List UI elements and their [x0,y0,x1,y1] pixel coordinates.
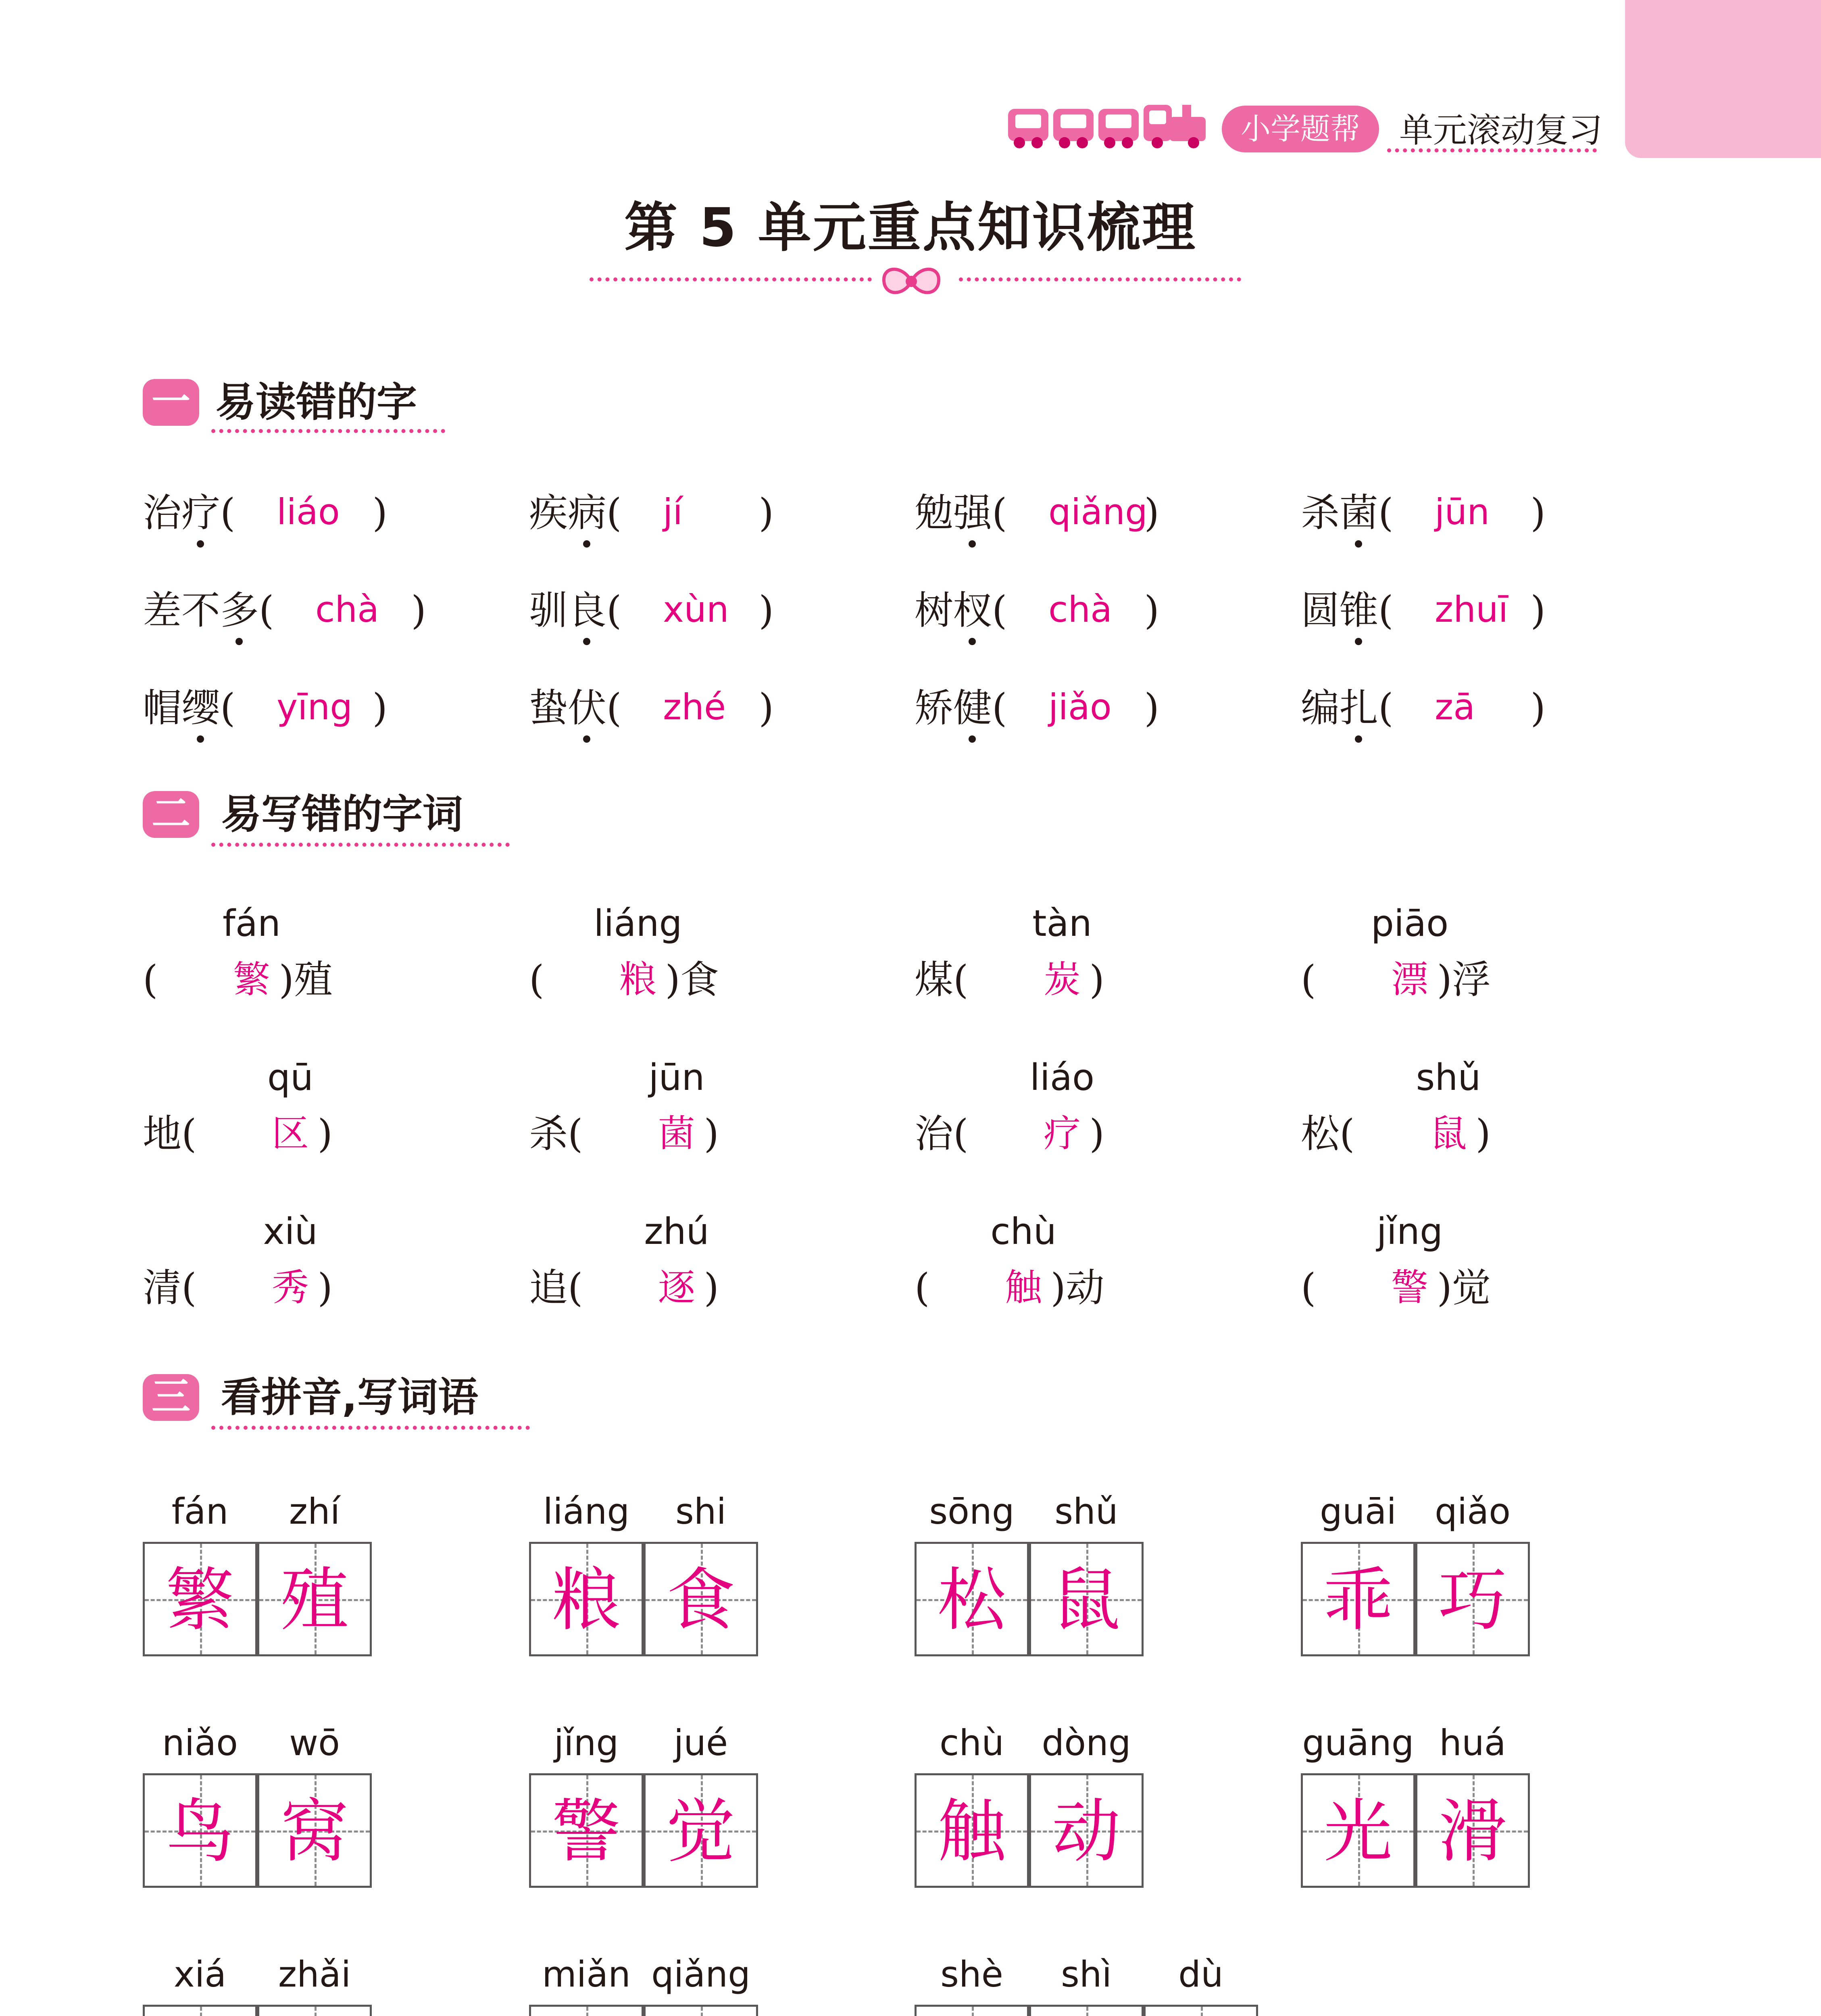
s1-pinyin-answer: yīng [277,686,353,728]
s2-answer: 触 [1004,1266,1042,1309]
s1-word: 帽缨 [143,685,220,731]
s1-pinyin-answer: qiǎng [1048,491,1148,533]
grid-character: 光 [1323,1792,1392,1872]
s2-pinyin: zhú [644,1210,709,1253]
section-2-badge: 二 [143,791,199,838]
grid-character: 警 [552,1792,621,1872]
s2-pinyin: fán [223,902,281,945]
s2-after-text: 食 [680,957,719,1002]
s2-answer: 疗 [1043,1112,1081,1155]
emphasis-dot [197,540,204,548]
grid-pinyin: sōng [929,1491,1015,1532]
grid-character: 觉 [666,1792,735,1872]
s2-row [529,1264,719,1312]
open-paren: ( [529,957,544,1002]
s2-before-text: 杀 [529,1111,568,1156]
s1-item [143,586,426,635]
grid-character [259,2007,370,2016]
grid-character: 窝 [280,1792,349,1872]
s2-row [915,956,1104,1004]
open-paren: ( [1378,588,1394,633]
s1-item [915,586,1159,635]
grid-pinyin: xiá [173,1954,227,1995]
section-2-underline [211,843,510,847]
close-paren: ) [758,588,774,633]
s2-answer: 区 [271,1112,309,1155]
open-paren: ( [915,1265,930,1310]
s2-after-text: 殖 [294,957,333,1002]
s2-row [143,1264,333,1312]
s2-pinyin: xiù [263,1210,318,1253]
grid-character: 乖 [1323,1560,1392,1640]
close-paren: ) [1475,1111,1491,1156]
s1-pinyin-answer: zhé [663,686,726,728]
grid-character: 触 [937,1792,1006,1872]
open-paren: ( [606,588,622,633]
close-paren: ) [372,685,388,731]
s2-pinyin: jūn [648,1056,705,1099]
grid-character: 鸟 [165,1792,234,1872]
s2-answer: 鼠 [1429,1112,1467,1155]
grid-character [145,2007,255,2016]
s1-item [143,684,388,732]
open-paren: ( [953,1111,969,1156]
emphasis-dot [1355,735,1362,743]
emphasis-dot [1355,540,1362,548]
grid-pinyin: shǔ [1054,1491,1118,1532]
s2-answer: 炭 [1043,958,1081,1001]
s2-row [143,1110,333,1158]
s2-before-text: 清 [143,1265,181,1310]
s2-before-text: 追 [529,1265,568,1310]
train-icon [1008,93,1210,153]
open-paren: ( [992,490,1007,535]
s1-word: 圆锥 [1301,588,1378,633]
s1-item [915,684,1159,732]
emphasis-dot [583,638,590,645]
s1-item [915,489,1159,537]
emphasis-dot [235,638,243,645]
grid-cell [257,1773,372,1888]
s1-pinyin-answer: liáo [277,491,340,533]
s1-pinyin-answer: zhuī [1435,589,1508,630]
emphasis-dot [1355,638,1362,645]
s1-pinyin-answer: jí [663,491,683,533]
s2-after-text: 浮 [1452,957,1491,1002]
grid-character: 松 [937,1560,1006,1640]
emphasis-dot [583,735,590,743]
s2-after-text: 动 [1065,1265,1104,1310]
s1-word: 疾病 [529,490,606,535]
open-paren: ( [1301,957,1316,1002]
s1-item [1301,586,1546,635]
emphasis-dot [583,540,590,548]
s2-pinyin: tàn [1032,902,1092,945]
grid-pinyin: zhǎi [278,1954,351,1995]
s1-pinyin-answer: xùn [663,589,729,630]
grid-character [646,2007,756,2016]
close-paren: ) [1050,1265,1066,1310]
s2-pinyin: shǔ [1416,1056,1481,1099]
open-paren: ( [259,588,274,633]
grid-pinyin: fán [171,1491,229,1532]
s2-row [1301,956,1491,1004]
s2-answer: 警 [1391,1266,1428,1309]
s1-item [529,684,774,732]
s1-pinyin-answer: jūn [1435,491,1490,533]
grid-cell [257,2005,372,2016]
close-paren: ) [1144,685,1159,731]
s1-word: 编扎 [1301,685,1378,731]
grid-cell [143,1773,257,1888]
open-paren: ( [220,490,235,535]
grid-pinyin: qiǎo [1434,1491,1511,1532]
title-divider-right [959,277,1241,281]
s2-pinyin: qū [267,1056,314,1099]
section-1-title: 易读错的字 [215,379,417,426]
close-paren: ) [372,490,388,535]
grid-pinyin: huá [1439,1722,1506,1764]
brand-badge: 小学题帮 [1222,106,1379,152]
s1-item [1301,684,1546,732]
s1-item [529,489,774,537]
grid-character: 粮 [552,1560,621,1640]
grid-pinyin: shì [1061,1954,1112,1995]
open-paren: ( [1378,490,1394,535]
grid-character: 殖 [280,1560,349,1640]
s2-row [1301,1264,1491,1312]
grid-cell [644,1773,758,1888]
s1-word: 勉强 [915,490,992,535]
open-paren: ( [181,1265,197,1310]
close-paren: ) [1144,588,1159,633]
open-paren: ( [992,685,1007,731]
grid-character [531,2007,642,2016]
s1-item [1301,489,1546,537]
grid-cell [915,1542,1029,1656]
close-paren: ) [317,1265,333,1310]
grid-pinyin: jǐng [554,1722,619,1764]
grid-character: 巧 [1438,1560,1507,1640]
grid-cell [529,1773,644,1888]
s1-word: 杀菌 [1301,490,1378,535]
grid-cell [529,2005,644,2016]
open-paren: ( [953,957,969,1002]
section-1-underline [211,429,445,433]
s1-word: 蛰伏 [529,685,606,731]
grid-character: 动 [1052,1792,1121,1872]
open-paren: ( [220,685,235,731]
close-paren: ) [1089,1111,1104,1156]
grid-pinyin: guāng [1302,1722,1414,1764]
open-paren: ( [568,1111,583,1156]
s1-pinyin-answer: jiǎo [1048,686,1112,728]
s2-answer: 逐 [658,1266,695,1309]
emphasis-dot [969,540,976,548]
grid-character: 鼠 [1052,1560,1121,1640]
close-paren: ) [758,490,774,535]
grid-pinyin: guāi [1319,1491,1396,1532]
grid-pinyin: qiǎng [651,1954,750,1995]
emphasis-dot [197,735,204,743]
open-paren: ( [992,588,1007,633]
section-3-underline [211,1426,530,1430]
page-title: 第 5 单元重点知识梳理 [624,197,1197,259]
open-paren: ( [143,957,158,1002]
close-paren: ) [279,957,294,1002]
grid-pinyin: shè [940,1954,1003,1995]
close-paren: ) [1530,490,1546,535]
grid-character: 滑 [1438,1792,1507,1872]
close-paren: ) [1089,957,1104,1002]
s2-before-text: 地 [143,1111,181,1156]
grid-pinyin: zhí [289,1491,340,1532]
grid-pinyin: wō [289,1722,340,1764]
close-paren: ) [704,1111,719,1156]
s2-answer: 繁 [233,958,270,1001]
grid-cell [644,2005,758,2016]
s2-row [529,956,719,1004]
grid-cell [1144,2005,1258,2016]
s2-pinyin: chù [990,1210,1056,1253]
s2-row [529,1110,719,1158]
grid-pinyin: chù [940,1722,1004,1764]
s1-item [143,489,388,537]
s1-pinyin-answer: zā [1435,686,1475,728]
open-paren: ( [606,490,622,535]
grid-cell [915,2005,1029,2016]
s1-word: 驯良 [529,588,606,633]
header-underline [1387,148,1597,152]
s2-answer: 粮 [619,958,656,1001]
grid-character: 食 [666,1560,735,1640]
open-paren: ( [1378,685,1394,731]
close-paren: ) [1144,490,1159,535]
grid-pinyin: miǎn [542,1954,631,1995]
close-paren: ) [1530,588,1546,633]
corner-tab-top [1625,0,1821,158]
grid-cell [1029,1542,1144,1656]
grid-cell [143,1542,257,1656]
close-paren: ) [1530,685,1546,731]
s2-row [143,956,333,1004]
s1-pinyin-answer: chà [1048,589,1113,630]
s2-before-text: 煤 [915,957,953,1002]
s2-answer: 菌 [658,1112,695,1155]
grid-cell [1301,1542,1415,1656]
s2-pinyin: liáng [594,902,682,945]
s1-word: 树杈 [915,588,992,633]
close-paren: ) [665,957,680,1002]
open-paren: ( [568,1265,583,1310]
close-paren: ) [317,1111,333,1156]
close-paren: ) [411,588,426,633]
s2-pinyin: liáo [1029,1056,1095,1099]
grid-cell [1029,2005,1144,2016]
grid-pinyin: shi [675,1491,727,1532]
s1-item [529,586,774,635]
close-paren: ) [758,685,774,731]
s2-before-text: 治 [915,1111,953,1156]
grid-character [1146,2007,1256,2016]
grid-cell [257,1542,372,1656]
header-subtitle: 单元滚动复习 [1399,110,1603,150]
title-divider-left [590,277,872,281]
grid-pinyin: dù [1178,1954,1223,1995]
s2-before-text: 松 [1301,1111,1340,1156]
s2-after-text: 觉 [1452,1265,1491,1310]
close-paren: ) [1437,1265,1452,1310]
section-2-title: 易写错的字词 [221,791,463,838]
open-paren: ( [1340,1111,1355,1156]
emphasis-dot [969,735,976,743]
grid-cell [1301,1773,1415,1888]
s1-word: 矫健 [915,685,992,731]
grid-pinyin: jué [673,1722,728,1764]
grid-pinyin: liáng [543,1491,630,1532]
section-3-title: 看拼音,写词语 [221,1374,478,1421]
grid-pinyin: niǎo [162,1722,238,1764]
grid-cell [1415,1542,1530,1656]
close-paren: ) [704,1265,719,1310]
grid-cell [1415,1773,1530,1888]
open-paren: ( [1301,1265,1316,1310]
s1-word: 治疗 [143,490,220,535]
grid-character [917,2007,1027,2016]
close-paren: ) [1437,957,1452,1002]
grid-cell [1029,1773,1144,1888]
s2-row [915,1110,1104,1158]
open-paren: ( [181,1111,197,1156]
grid-cell [529,1542,644,1656]
bow-icon [879,261,944,302]
s2-pinyin: jǐng [1376,1210,1443,1253]
s2-row [915,1264,1104,1312]
open-paren: ( [606,685,622,731]
s2-answer: 漂 [1391,958,1428,1001]
section-3-badge: 三 [143,1374,199,1421]
grid-cell [143,2005,257,2016]
grid-character: 繁 [165,1560,234,1640]
grid-cell [644,1542,758,1656]
s2-answer: 秀 [271,1266,309,1309]
emphasis-dot [969,638,976,645]
section-1-badge: 一 [143,379,199,426]
grid-pinyin: dòng [1042,1722,1131,1764]
s1-pinyin-answer: chà [315,589,379,630]
s2-pinyin: piāo [1371,902,1449,945]
s2-row [1301,1110,1491,1158]
grid-character [1031,2007,1142,2016]
s1-word: 差不多 [143,588,259,633]
grid-cell [915,1773,1029,1888]
